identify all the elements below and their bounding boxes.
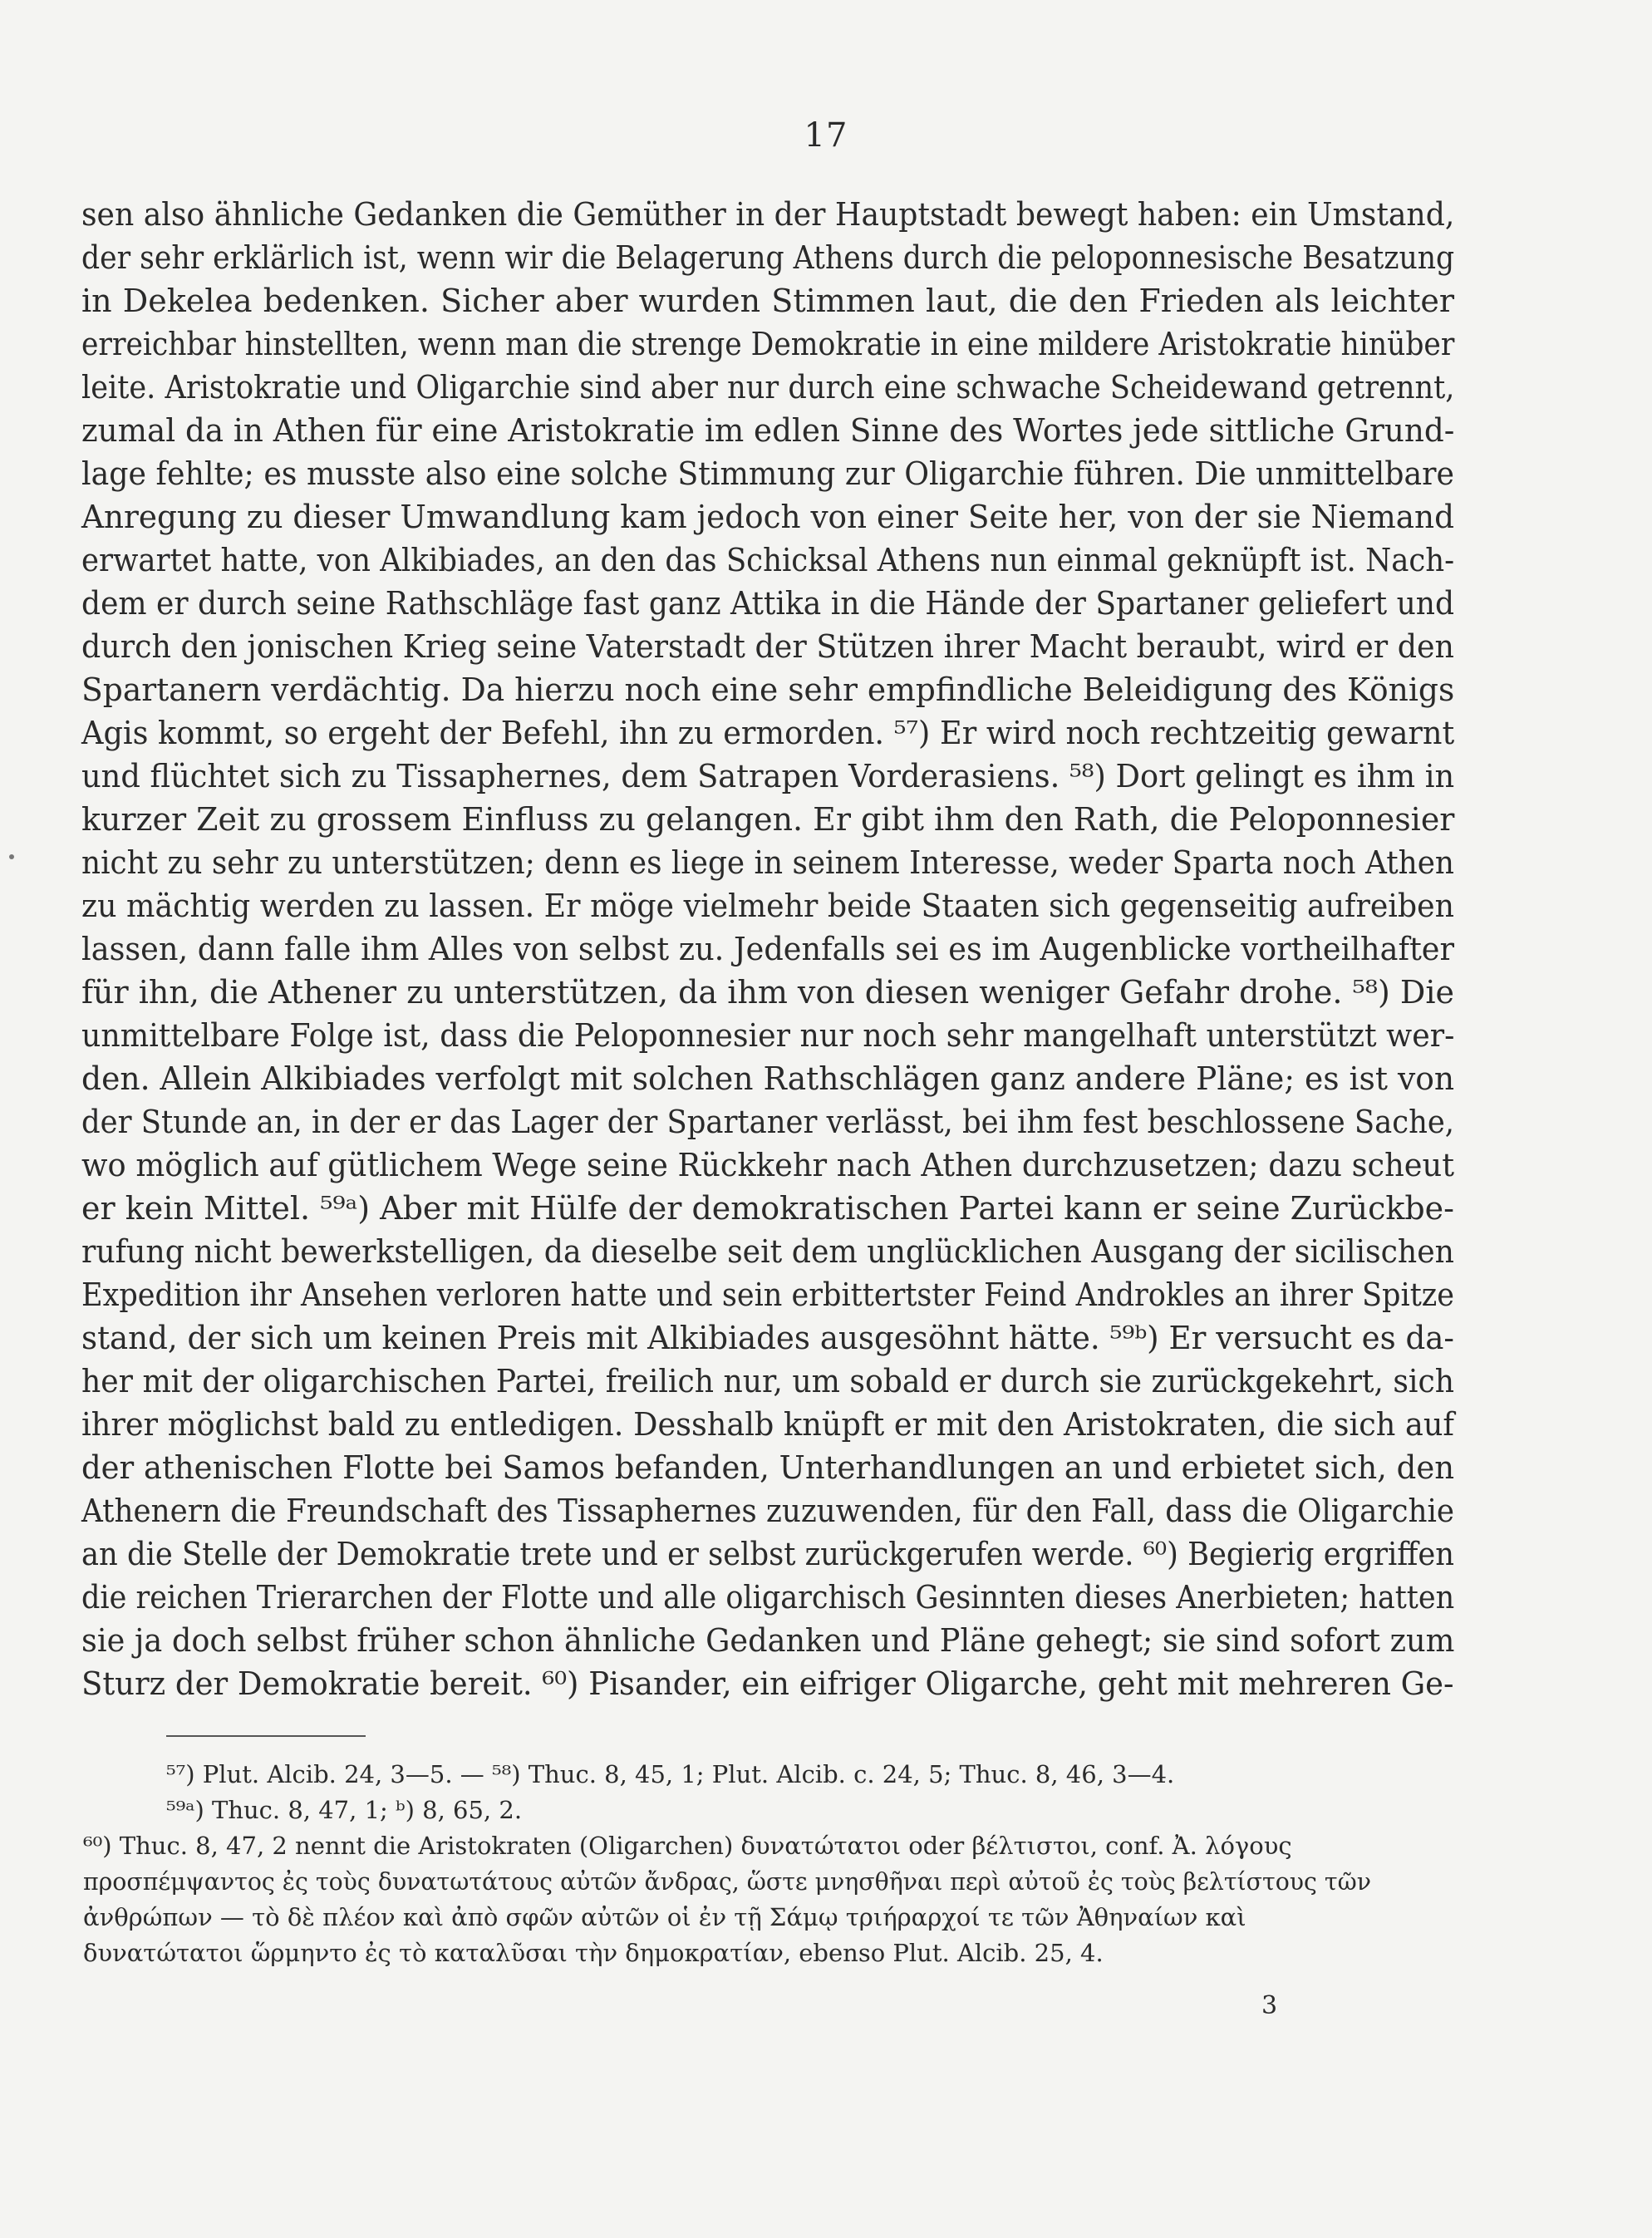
text-line: und flüchtet sich zu Tissaphernes, dem Satrapen Vorderasiens. ⁵⁸) Dort gelingt es ihm in	[81, 758, 1455, 794]
text-line: erwartet hatte, von Alkibiades, an den das Schicksal Athens nun einmal geknüpft ist. Nach-	[81, 542, 1455, 578]
text-line: den. Allein Alkibiades verfolgt mit solchen Rathschlägen ganz andere Pläne; es ist von	[81, 1060, 1455, 1097]
footnotes	[83, 1757, 1454, 1971]
text-line: dem er durch seine Rathschläge fast ganz Attika in die Hände der Spartaner geliefert und	[81, 585, 1455, 622]
page-number: 17	[804, 116, 848, 155]
text-line: leite. Aristokratie und Oligarchie sind aber nur durch eine schwache Scheidewand getrennt,	[81, 369, 1455, 406]
text-line: der sehr erklärlich ist, wenn wir die Belagerung Athens durch die peloponnesische Besatzung	[81, 239, 1455, 276]
text-line: in Dekelea bedenken. Sicher aber wurden Stimmen laut, die den Frieden als leichter	[81, 283, 1454, 319]
footnote-line: ἀνθρώπων — τὸ δὲ πλέον καὶ ἀπὸ σφῶν αὐτῶν οἱ ἐν τῇ Σάμῳ τριήραρχοί τε τῶν Ἀθηναίων καὶ	[83, 1903, 1246, 1931]
text-line: ihrer möglichst bald zu entledigen. Desshalb knüpft er mit den Aristokraten, die sich auf	[81, 1406, 1454, 1443]
text-line: nicht zu sehr zu unterstützen; denn es liege in seinem Interesse, weder Sparta noch Athen	[81, 844, 1454, 881]
text-line: kurzer Zeit zu grossem Einfluss zu gelangen. Er gibt ihm den Rath, die Peloponnesier	[81, 801, 1455, 838]
text-line: zumal da in Athen für eine Aristokratie im edlen Sinne des Wortes jede sittliche Grund-	[81, 412, 1455, 449]
text-line: sen also ähnliche Gedanken die Gemüther in der Hauptstadt bewegt haben: ein Umstand,	[81, 196, 1455, 233]
text-line: durch den jonischen Krieg seine Vaterstadt der Stützen ihrer Macht beraubt, wird er den	[81, 628, 1454, 665]
footnote-line: ⁶⁰) Thuc. 8, 47, 2 nennt die Aristokraten (Oligarchen) δυνατώτατοι oder βέλτιστοι, conf. Ἀ. λόγους	[83, 1832, 1292, 1860]
signature-mark: 3	[1261, 1991, 1278, 2020]
text-line: an die Stelle der Demokratie trete und er selbst zurückgerufen werde. ⁶⁰) Begierig ergriffen	[81, 1536, 1454, 1572]
text-line: Spartanern verdächtig. Da hierzu noch eine sehr empfindliche Beleidigung des Königs	[81, 671, 1455, 708]
main-text	[81, 193, 1454, 1705]
text-line: der athenischen Flotte bei Samos befanden, Unterhandlungen an und erbietet sich, den	[81, 1449, 1455, 1486]
text-line: Anregung zu dieser Umwandlung kam jedoch von einer Seite her, von der sie Niemand	[81, 499, 1454, 535]
text-line: Sturz der Demokratie bereit. ⁶⁰) Pisander, ein eifriger Oligarche, geht mit mehreren Ge-	[81, 1665, 1454, 1702]
text-line: erreichbar hinstellten, wenn man die strenge Demokratie in eine mildere Aristokratie hinüber	[81, 326, 1455, 362]
text-line: Athenern die Freundschaft des Tissaphernes zuzuwenden, für den Fall, dass die Oligarchie	[81, 1493, 1454, 1529]
footnote-separator	[166, 1735, 366, 1737]
text-line: unmittelbare Folge ist, dass die Peloponnesier nur noch sehr mangelhaft unterstützt wer-	[81, 1017, 1455, 1054]
footnote-line: ⁵⁹ᵃ) Thuc. 8, 47, 1; ᵇ) 8, 65, 2.	[166, 1796, 523, 1824]
text-line: Agis kommt, so ergeht der Befehl, ihn zu ermorden. ⁵⁷) Er wird noch rechtzeitig gewarnt	[81, 715, 1455, 751]
footnote-line: δυνατώτατοι ὥρμηντο ἐς τὸ καταλῦσαι τὴν δημοκρατίαν, ebenso Plut. Alcib. 25, 4.	[83, 1939, 1104, 1967]
footnote-line: ⁵⁷) Plut. Alcib. 24, 3—5. — ⁵⁸) Thuc. 8, 45, 1; Plut. Alcib. c. 24, 5; Thuc. 8, 46, 3—4.	[166, 1760, 1175, 1788]
text-line: zu mächtig werden zu lassen. Er möge vielmehr beide Staaten sich gegenseitig aufreiben	[81, 888, 1454, 924]
text-line: der Stunde an, in der er das Lager der Spartaner verlässt, bei ihm fest beschlossene Sache,	[81, 1104, 1455, 1140]
text-line: Expedition ihr Ansehen verloren hatte und sein erbittertster Feind Androkles an ihrer Spitze	[81, 1276, 1454, 1313]
text-line: stand, der sich um keinen Preis mit Alkibiades ausgesöhnt hätte. ⁵⁹ᵇ) Er versucht es da-	[81, 1320, 1454, 1356]
text-line: rufung nicht bewerkstelligen, da dieselbe seit dem unglücklichen Ausgang der sicilischen	[81, 1233, 1454, 1270]
text-line: er kein Mittel. ⁵⁹ᵃ) Aber mit Hülfe der demokratischen Partei kann er seine Zurückbe-	[81, 1190, 1454, 1227]
stray-ink-dot	[9, 854, 14, 859]
text-line: für ihn, die Athener zu unterstützen, da ihm von diesen weniger Gefahr drohe. ⁵⁸) Die	[81, 974, 1454, 1011]
text-line: lage fehlte; es musste also eine solche Stimmung zur Oligarchie führen. Die unmittelbare	[81, 455, 1454, 492]
footnote-line: προσπέμψαντος ἐς τοὺς δυνατωτάτους αὐτῶν ἄνδρας, ὥστε μνησθῆναι περὶ αὐτοῦ ἐς τοὺς βελτίστους τῶν	[83, 1867, 1371, 1896]
text-line: her mit der oligarchischen Partei, freilich nur, um sobald er durch sie zurückgekehrt, sich	[81, 1363, 1454, 1399]
text-line: sie ja doch selbst früher schon ähnliche Gedanken und Pläne gehegt; sie sind sofort zum	[81, 1622, 1455, 1659]
text-line: lassen, dann falle ihm Alles von selbst zu. Jedenfalls sei es im Augenblicke vortheilhafter	[81, 931, 1455, 967]
text-line: die reichen Trierarchen der Flotte und alle oligarchisch Gesinnten dieses Anerbieten; hatten	[81, 1579, 1455, 1616]
text-line: wo möglich auf gütlichem Wege seine Rückkehr nach Athen durchzusetzen; dazu scheut	[81, 1147, 1454, 1183]
